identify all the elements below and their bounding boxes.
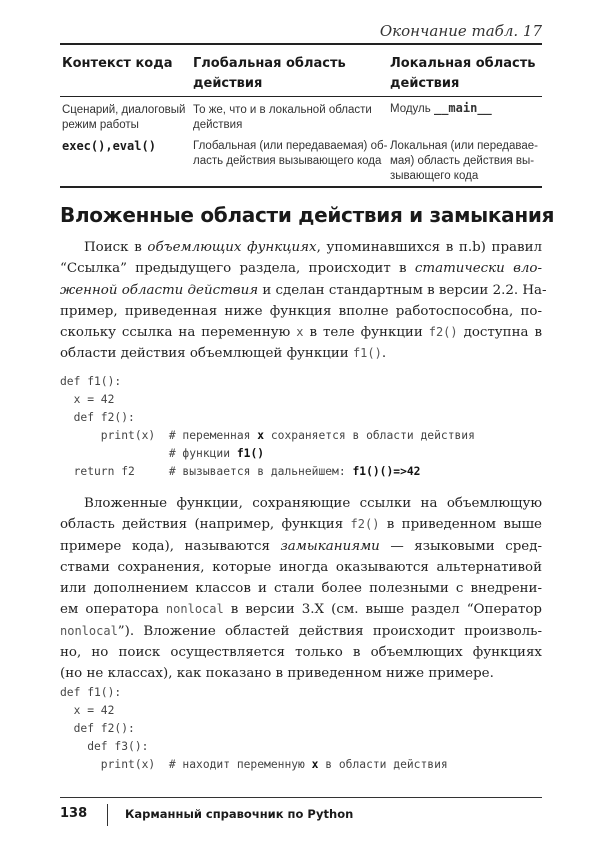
table-row2-context: exec(),eval() — [62, 139, 156, 153]
table-header-local: Локальная область действия — [390, 56, 536, 91]
paragraph-closures: Вложенные функции, сохраняющие ссылки на объемлющую область действия (например, функция f2() в приведенном выше примере кода), называются замыканиями — языковыми сред- ствами сохранения, которые иногда оказываются альтернативой или дополнением классов и стали более полезными с внедрени- ем оператора nonlocal в версии 3.X (см. выше раздел “Оператор nonlocal”). Вложение областей действия происходит произволь- но, но поиск осуществляется только в объемлющих функциях (но не классах), как показано в приведенном ниже примере. — [60, 496, 542, 682]
table-header-context: Контекст кода — [62, 56, 173, 71]
table-row2-local: Локальная (или передавае- мая) область действия вы- зывающего кода — [390, 140, 538, 182]
paragraph-enclosing-scope: Поиск в объемлющих функциях, упоминавшихся в п.b) правил “Ссылка” предыдущего раздела, происходит в статически вло- женной области действия и сделан стандартным в версии 2.2. На- пример, приведенная ниже функция вполне работоспособна, по- скольку ссылка на переменную x в теле функции f2() доступна в области действия объемлющей функции f1(). — [60, 240, 547, 362]
page-number: 138 — [60, 806, 88, 821]
table-header-rule — [60, 96, 542, 97]
code-example-1: def f1(): x = 42 def f2(): print(x) # переменная x сохраняется в области действия # функции f1() return f2 # вызывается в дальнейшем: f1()()=>42 — [60, 375, 475, 478]
table-row2-global: Глобальная (или передаваемая) об- ласть действия вызывающего кода — [193, 140, 388, 167]
table-bottom-rule — [60, 186, 542, 188]
code-example-2: def f1(): x = 42 def f2(): def f3(): print(x) # находит переменную x в области действия — [60, 686, 448, 771]
table-top-rule — [60, 43, 542, 45]
footer-divider — [107, 804, 108, 826]
table-continuation-caption: Окончание табл. 17 — [379, 22, 542, 40]
section-heading: Вложенные области действия и замыкания — [60, 203, 555, 227]
footer-rule — [60, 797, 542, 798]
table-row1-context: Сценарий, диалоговый режим работы — [62, 104, 186, 131]
running-footer-title: Карманный справочник по Python — [125, 807, 354, 821]
table-row1-local: Модуль __main__ — [390, 101, 492, 115]
table-header-global: Глобальная область действия — [193, 56, 346, 91]
table-row1-global: То же, что и в локальной области действия — [193, 104, 372, 131]
